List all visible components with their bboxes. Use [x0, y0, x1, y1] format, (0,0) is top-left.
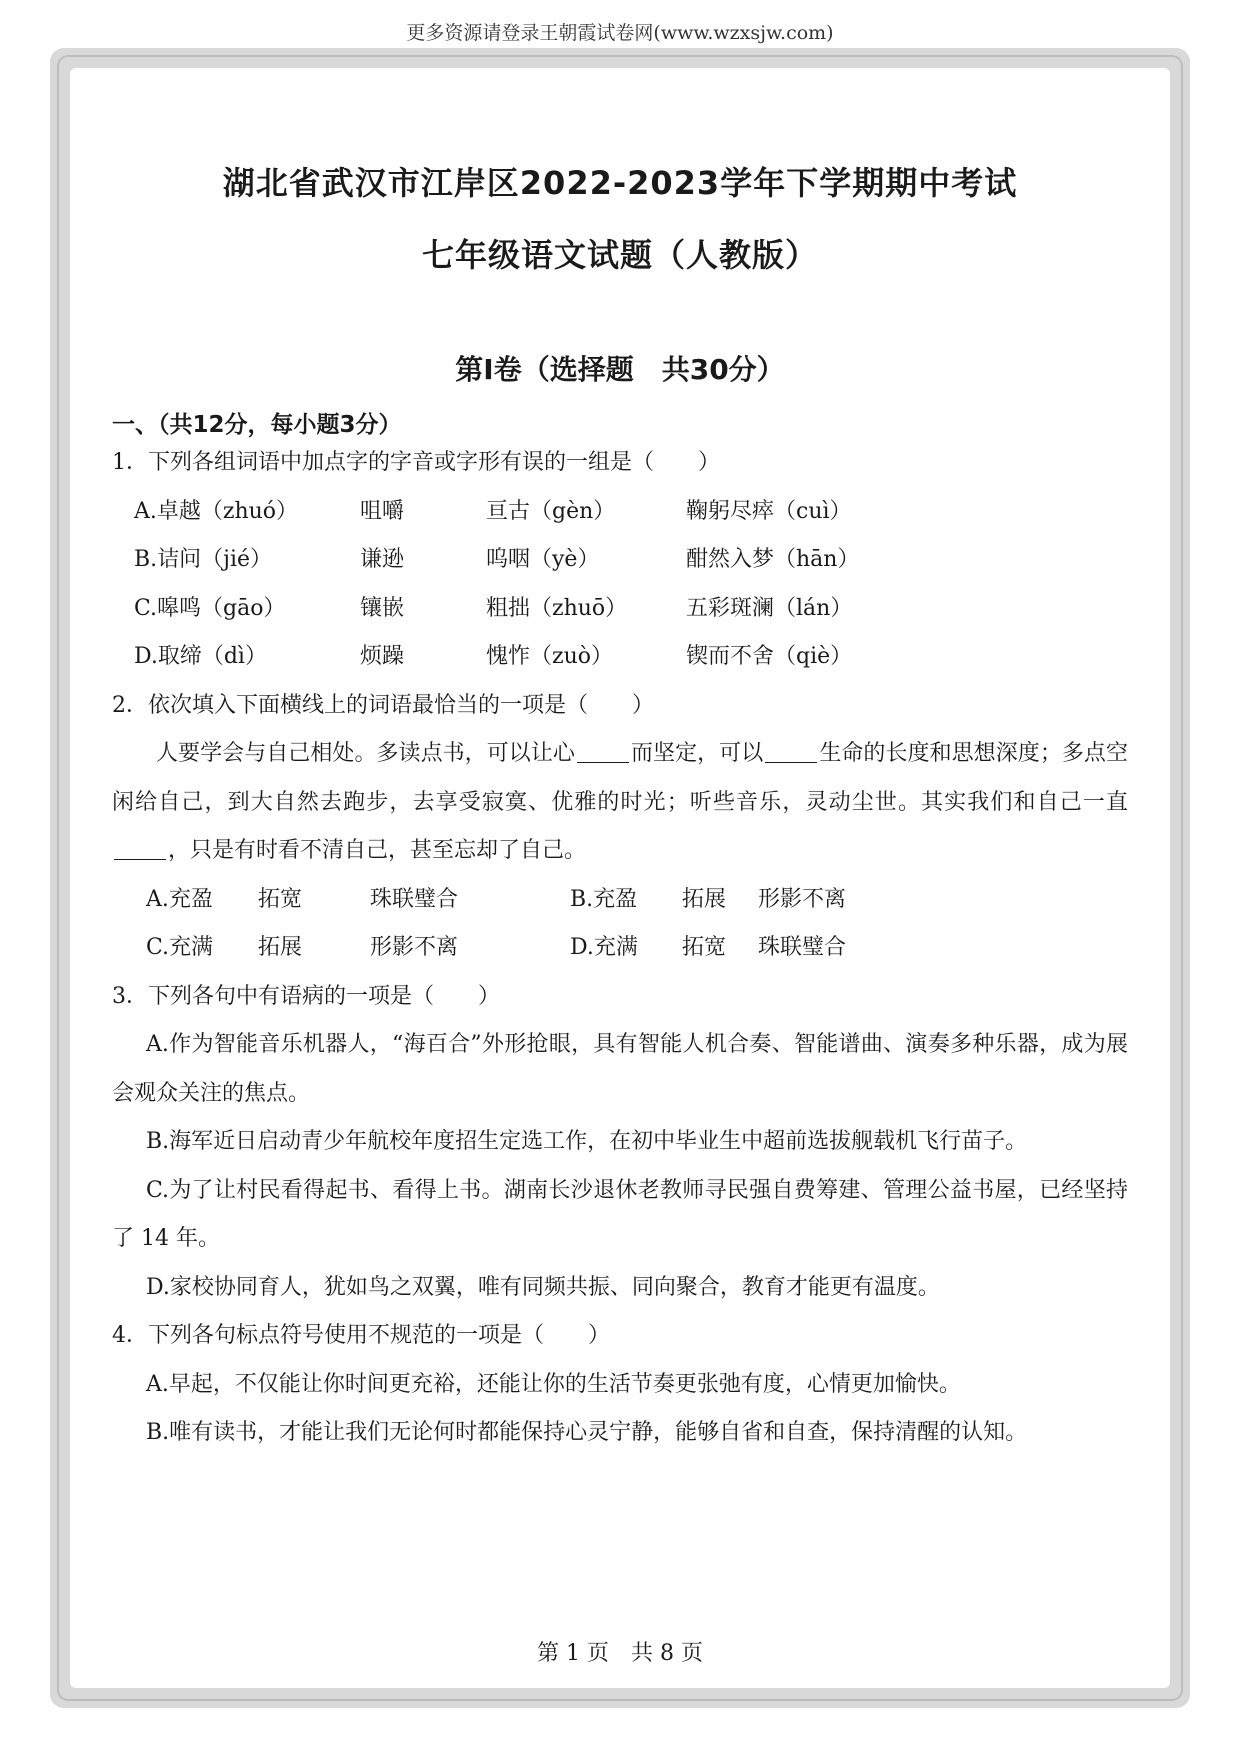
q1-option-row: [112, 536, 1128, 585]
q1-option-row: [112, 488, 1128, 537]
q2-choice-cell: D.充满: [570, 935, 638, 960]
q1-cell: 亘古（gèn）: [486, 498, 616, 524]
q3-option-c: C.为了让村民看得起书、看得上书。湖南长沙退休老教师寻民强自费筹建、管理公益书屋，已经坚持了 14 年。: [112, 1177, 1128, 1251]
q2-choice-row: [112, 876, 1128, 925]
page-inner: [70, 68, 1170, 1688]
q1-cell: 粗拙（zhuō）: [486, 595, 628, 621]
q1-cell: A.卓越（zhuó）: [134, 498, 299, 524]
q1-cell: 烦躁: [360, 644, 405, 669]
q4-option-b: B.唯有读书，才能让我们无论何时都能保持心灵宁静，能够自省和自查，保持清醒的认知。: [146, 1420, 1028, 1445]
q2-passage-text: 人要学会与自己相处。多读点书，可以让心: [156, 741, 575, 766]
q1-cell: 呜咽（yè）: [486, 547, 600, 572]
q2-choice-cell: 形影不离: [370, 935, 459, 960]
q4-stem: 4．下列各句标点符号使用不规范的一项是（ ）: [112, 1323, 610, 1348]
fill-blank: [577, 740, 629, 763]
q3-stem: 3．下列各句中有语病的一项是（ ）: [112, 983, 500, 1009]
q3-option-d: D.家校协同育人，犹如鸟之双翼，唯有同频共振、同向聚合，教育才能更有温度。: [146, 1274, 940, 1300]
q1-stem: 1．下列各组词语中加点字的字音或字形有误的一组是（ ）: [112, 450, 720, 475]
q2-choice-cell: A.充盈: [146, 886, 213, 912]
q1-cell: 谦逊: [360, 547, 405, 572]
q1-cell: C.嗥鸣（gāo）: [134, 595, 286, 621]
q1-cell: D.取缔（dì）: [134, 644, 267, 669]
fill-blank: [765, 740, 817, 763]
top-note: 更多资源请登录王朝霞试卷网(www.wzxsjw.com): [406, 22, 834, 44]
exam-subtitle: 七年级语文试题（人教版）: [421, 236, 818, 274]
fill-blank: [114, 837, 166, 860]
q2-choice-cell: 珠联璧合: [758, 935, 847, 960]
q2-choice-cell: 形影不离: [758, 886, 847, 912]
q2-passage-text: 生命的长度和思想深度；多点空闲给自己，到大自然去跑步，去享受寂寞、优雅的时光；听些音乐，灵动尘世。其实我们和自己一直: [112, 741, 1128, 815]
q1-cell: 锲而不舍（qiè）: [686, 644, 853, 669]
q2-passage: [112, 730, 1128, 876]
q4-option-a: A.早起，不仅能让你时间更充裕，还能让你的生活节奏更张弛有度，心情更加愉快。: [146, 1371, 961, 1397]
q2-choice-cell: C.充满: [146, 935, 214, 960]
q1-cell: B.诘问（jié）: [134, 547, 273, 572]
q2-passage-text: 而坚定，可以: [630, 741, 764, 766]
q2-choice-cell: 拓展: [682, 886, 727, 912]
q1-option-row: [112, 633, 1128, 682]
q2-choice-cell: 拓宽: [682, 935, 727, 960]
q2-choice-cell: 拓宽: [258, 886, 303, 912]
q1-cell: 鞠躬尽瘁（cuì）: [686, 498, 852, 524]
q3-option-b: B.海军近日启动青少年航校年度招生定选工作，在初中毕业生中超前选拔舰载机飞行苗子。: [146, 1129, 1028, 1154]
q1-option-row: [112, 585, 1128, 634]
q2-choice-cell: 拓展: [258, 935, 303, 960]
q1-cell: 咀嚼: [360, 498, 405, 524]
q2-choice-cell: B.充盈: [570, 886, 638, 912]
q1-cell: 镶嵌: [360, 595, 405, 621]
q1-cell: 五彩斑澜（lán）: [686, 595, 853, 621]
exam-title: 湖北省武汉市江岸区2022-2023学年下学期期中考试: [222, 164, 1018, 202]
q3-option-a: A.作为智能音乐机器人，“海百合”外形抢眼，具有智能人机合奏、智能谱曲、演奏多种乐器，成为展会观众关注的焦点。: [112, 1032, 1128, 1106]
section-title: 第I卷（选择题 共30分）: [455, 353, 785, 386]
q2-stem: 2．依次填入下面横线上的词语最恰当的一项是（ ）: [112, 692, 654, 718]
q2-choice-row: [112, 924, 1128, 973]
q2-choice-cell: 珠联璧合: [370, 886, 459, 912]
q2-passage-text: ，只是有时看不清自己，甚至忘却了自己。: [168, 838, 587, 863]
part-one-heading: 一、（共12分，每小题3分）: [112, 412, 402, 438]
page-footer: 第 1 页 共 8 页: [537, 1641, 703, 1666]
q1-cell: 酣然入梦（hān）: [686, 547, 860, 572]
q1-cell: 愧怍（zuò）: [486, 644, 614, 669]
